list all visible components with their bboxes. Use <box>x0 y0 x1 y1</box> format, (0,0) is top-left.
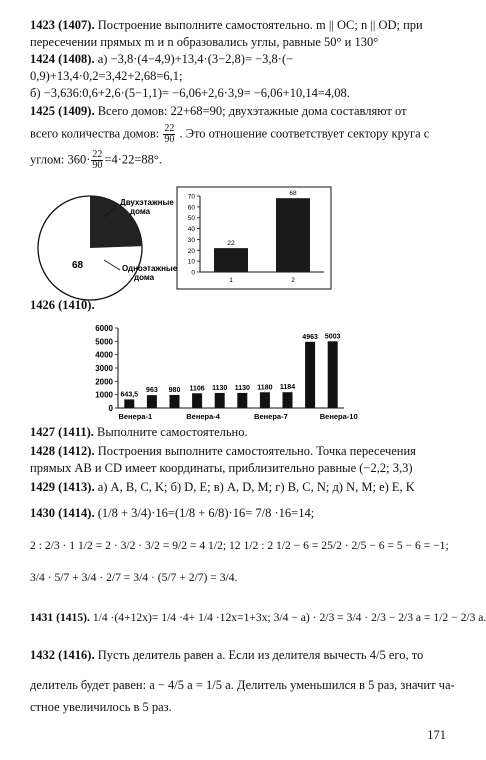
problem-text: а) −3,8·(4−4,9)+13,4·(3−2,8)= −3,8·(− <box>97 52 294 66</box>
problem-text: Выполните самостоятельно. <box>97 425 248 439</box>
bar <box>214 248 248 272</box>
bar <box>124 399 134 408</box>
data-label: 68 <box>289 190 297 198</box>
problem-number: 1431 (1415). <box>30 611 90 624</box>
data-label: 1184 <box>279 384 296 392</box>
text-part: =4·22=88°. <box>104 152 163 167</box>
problem-1432 <box>30 648 423 663</box>
y-tick-label: 0 <box>191 269 195 277</box>
y-tick-label: 0 <box>108 404 113 413</box>
numerator: 22 <box>164 123 175 134</box>
x-tick-label: 2 <box>291 277 295 284</box>
y-tick-label: 1000 <box>95 390 113 400</box>
problem-1430 <box>30 506 314 521</box>
text-part: углом: 360· <box>30 152 91 167</box>
data-label: 22 <box>227 240 235 248</box>
problem-number: 1429 (1413). <box>30 480 95 494</box>
y-tick-label: 4000 <box>95 350 113 360</box>
problem-text: Построение выполните самостоятельно. m || OC; n || OD; при <box>97 18 423 32</box>
problem-1424-line3: б) −3,636:0,6+2,6·(5−1,1)= −6,06+2,6·3,9= −6,06+10,14=4,08. <box>30 86 350 100</box>
problem-number: 1425 (1409). <box>30 104 95 118</box>
bar <box>276 198 310 272</box>
bar <box>283 392 293 408</box>
x-tick-label: Венера-10 <box>319 412 358 421</box>
problem-text: Всего домов: 22+68=90; двухэтажные дома составляют от <box>97 104 407 118</box>
x-tick-label: Венера-4 <box>186 412 220 421</box>
problem-1430-line2: 2 : 2/3 · 1 1/2 = 2 · 3/2 · 3/2 = 9/2 = 4 1/2; 12 1/2 : 2 1/2 − 6 = 25/2 · 2/5 − 6 = 5 − 6 = −1; <box>30 539 449 552</box>
data-label: 1130 <box>234 384 250 392</box>
x-tick-label: 1 <box>229 277 233 284</box>
problem-1431 <box>30 610 486 625</box>
problem-1427 <box>30 425 248 440</box>
problem-text: а) A, B, C, K; б) D, E; в) A, D, M; г) B, C, N; д) N, M; е) E, K <box>97 480 415 494</box>
y-tick-label: 6000 <box>95 324 113 333</box>
problem-1425-line3 <box>30 150 162 171</box>
problem-text: 1/4 ·(4+12x)= 1/4 ·4+ 1/4 ·12x=1+3x; 3/4 − a) · 2/3 = 3/4 · 2/3 − 2/3 a = 1/2 − 2/3 a. <box>92 611 486 624</box>
problem-1426 <box>30 298 95 313</box>
data-label: 643,5 <box>120 391 139 399</box>
problem-number: 1430 (1414). <box>30 506 95 520</box>
problem-1425-line2 <box>30 124 429 145</box>
y-tick-label: 60 <box>187 204 195 212</box>
problem-1423-cont: пересечении прямых m и n образовались углы, равные 50° и 130° <box>30 35 379 49</box>
text-part: . Это отношение соответствует сектору круга с <box>179 126 430 141</box>
pie-legend-one-story: Одноэтажные <box>122 264 178 273</box>
y-tick-label: 2000 <box>95 377 113 387</box>
bar-chart-houses <box>176 186 332 290</box>
problem-text: Пусть делитель равен a. Если из делителя вычесть 4/5 его, то <box>97 648 424 662</box>
problem-number: 1423 (1407). <box>30 18 95 32</box>
problem-1430-line3: 3/4 · 5/7 + 3/4 · 2/7 = 3/4 · (5/7 + 2/7) = 3/4. <box>30 571 238 584</box>
data-label: 1106 <box>189 385 205 393</box>
bar <box>215 393 225 408</box>
bar <box>260 392 270 408</box>
bar <box>237 393 247 408</box>
denominator: 90 <box>92 160 103 171</box>
pie-legend-two-story-2: дома <box>130 207 151 216</box>
data-label: 963 <box>146 387 158 395</box>
bar-chart-venera <box>82 318 358 422</box>
data-label: 4963 <box>302 333 318 341</box>
problem-number: 1427 (1411). <box>30 425 94 439</box>
y-tick-label: 40 <box>187 226 195 234</box>
problem-text: Построения выполните самостоятельно. Точка пересечения <box>97 444 416 458</box>
fraction <box>91 150 103 171</box>
fraction <box>163 124 175 145</box>
problem-1432-line2: делитель будет равен: a − 4/5 a = 1/5 a. Делитель уменьшился в 5 раз, значит ча- <box>30 678 455 692</box>
y-tick-label: 3000 <box>95 364 113 373</box>
problem-number: 1426 (1410). <box>30 298 95 312</box>
pie-legend-one-story-2: дома <box>134 273 155 282</box>
page-number: 171 <box>427 728 446 742</box>
x-tick-label: Венера-7 <box>254 412 288 421</box>
data-label: 1130 <box>212 384 228 392</box>
y-tick-label: 5000 <box>95 337 113 347</box>
denominator: 90 <box>164 134 175 145</box>
pie-legend-two-story: Двухэтажные <box>120 198 174 207</box>
problem-1429 <box>30 480 415 495</box>
y-tick-label: 50 <box>187 215 195 223</box>
x-tick-label: Венера-1 <box>118 412 153 421</box>
numerator: 22 <box>92 149 103 160</box>
y-tick-label: 20 <box>187 247 195 255</box>
problem-1424-line2: 0,9)+13,4·0,2=3,42+2,68=6,1; <box>30 69 183 83</box>
bar <box>192 393 202 408</box>
pie-chart <box>28 188 178 308</box>
y-tick-label: 70 <box>187 193 195 201</box>
problem-1432-line3: стное увеличилось в 5 раз. <box>30 700 172 714</box>
problem-1425 <box>30 104 407 119</box>
y-tick-label: 10 <box>187 258 195 266</box>
problem-1428-line2: прямых AB и CD имеет координаты, приблизительно равные (−2,2; 3,3) <box>30 461 413 475</box>
problem-1424 <box>30 52 293 67</box>
y-tick-label: 30 <box>187 236 195 244</box>
data-label: 1180 <box>257 384 273 392</box>
bar <box>147 395 157 408</box>
problem-number: 1428 (1412). <box>30 444 95 458</box>
bar <box>170 395 180 408</box>
problem-1428 <box>30 444 416 459</box>
bar <box>328 341 338 408</box>
bar <box>305 342 315 408</box>
problem-number: 1432 (1416). <box>30 648 95 662</box>
problem-text: (1/8 + 3/4)·16=(1/8 + 6/8)·16= 7/8 ·16=14; <box>97 506 315 520</box>
data-label: 980 <box>168 386 181 394</box>
text-part: всего количества домов: <box>30 126 160 141</box>
problem-number: 1424 (1408). <box>30 52 95 66</box>
pie-value-label: 68 <box>72 260 84 271</box>
data-label: 5003 <box>324 333 341 341</box>
problem-1423 <box>30 18 423 33</box>
